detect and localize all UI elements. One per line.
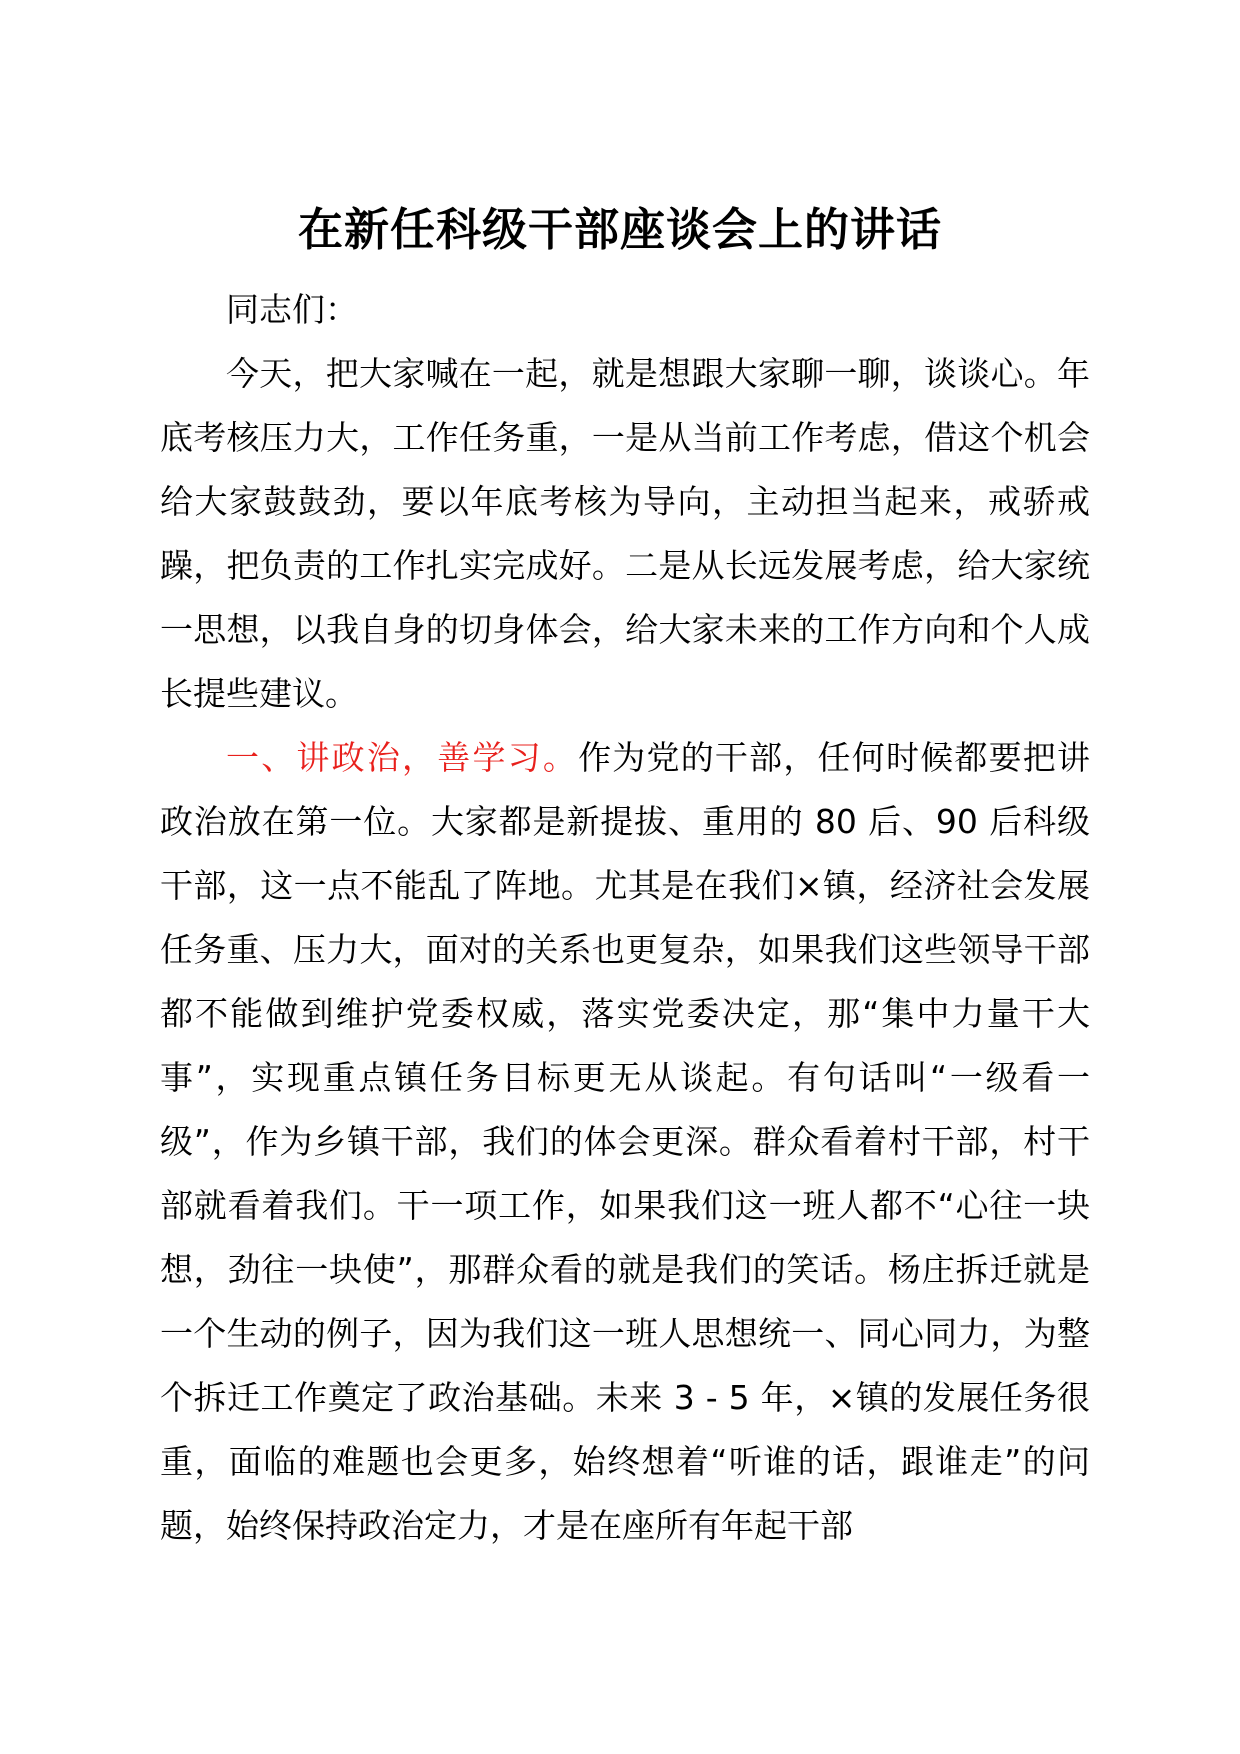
paragraph-section-1	[160, 726, 1090, 1558]
document-title: 在新任科级干部座谈会上的讲话	[297, 203, 942, 256]
intro-block	[160, 342, 1090, 726]
section-1-block	[160, 726, 1090, 1558]
section-1-heading: 一、讲政治，善学习。	[226, 738, 579, 777]
greeting: 同志们：	[226, 290, 358, 329]
greeting-block	[160, 278, 1090, 342]
section-1-text: 作为党的干部，任何时候都要把讲政治放在第一位。大家都是新提拔、重用的 80 后、90 后科级干部，这一点不能乱了阵地。尤其是在我们×镇，经济社会发展任务重、压力大，面对的关系也更复杂，如果我们这些领导干部都不能做到维护党委权威，落实党委决定，那“集中力量干大事”，实现重点镇任务目标更无从谈起。有句话叫“一级看一级”，作为乡镇干部，我们的体会更深。群众看着村干部，村干部就看着我们。干一项工作，如果我们这一班人都不“心往一块想，劲往一块使”，那群众看的就是我们的笑话。杨庄拆迁就是一个生动的例子，因为我们这一班人思想统一、同心同力，为整个拆迁工作奠定了政治基础。未来 3 - 5 年，×镇的发展任务很重，面临的难题也会更多，始终想着“听谁的话，跟谁走”的问题，始终保持政治定力，才是在座所有年起干部	[160, 738, 1091, 1545]
paragraph-intro: 今天，把大家喊在一起，就是想跟大家聊一聊，谈谈心。年底考核压力大，工作任务重，一是从当前工作考虑，借这个机会给大家鼓鼓劲，要以年底考核为导向，主动担当起来，戒骄戒躁，把负责的工作扎实完成好。二是从长远发展考虑，给大家统一思想，以我自身的切身体会，给大家未来的工作方向和个人成长提些建议。	[160, 354, 1090, 713]
